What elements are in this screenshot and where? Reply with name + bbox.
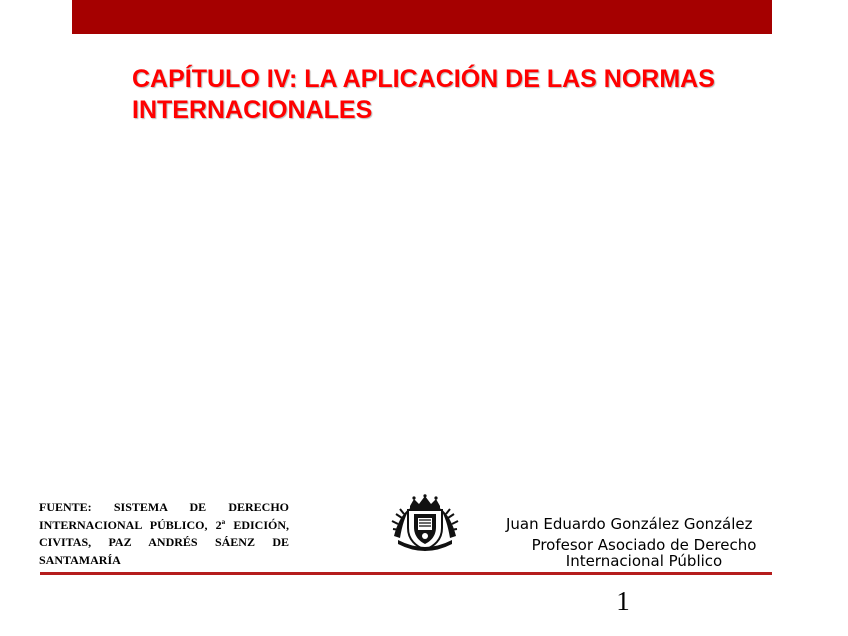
author-role: Profesor Asociado de Derecho Internacional Público: [531, 536, 757, 570]
footer-divider: [40, 572, 772, 575]
top-banner-bar: [72, 0, 772, 34]
university-crest-icon: [388, 494, 462, 552]
slide-title: CAPÍTULO IV: LA APLICACIÓN DE LAS NORMAS INTERNACIONALES: [132, 65, 715, 124]
page-number: 1: [616, 586, 630, 616]
author-name: Juan Eduardo González González: [506, 515, 753, 533]
source-citation: FUENTE: SISTEMA DE DERECHO INTERNACIONAL PÚBLICO, 2ª EDICIÓN, CIVITAS, PAZ ANDRÉS SÁENZ DE SANTAMARÍA: [39, 500, 289, 567]
